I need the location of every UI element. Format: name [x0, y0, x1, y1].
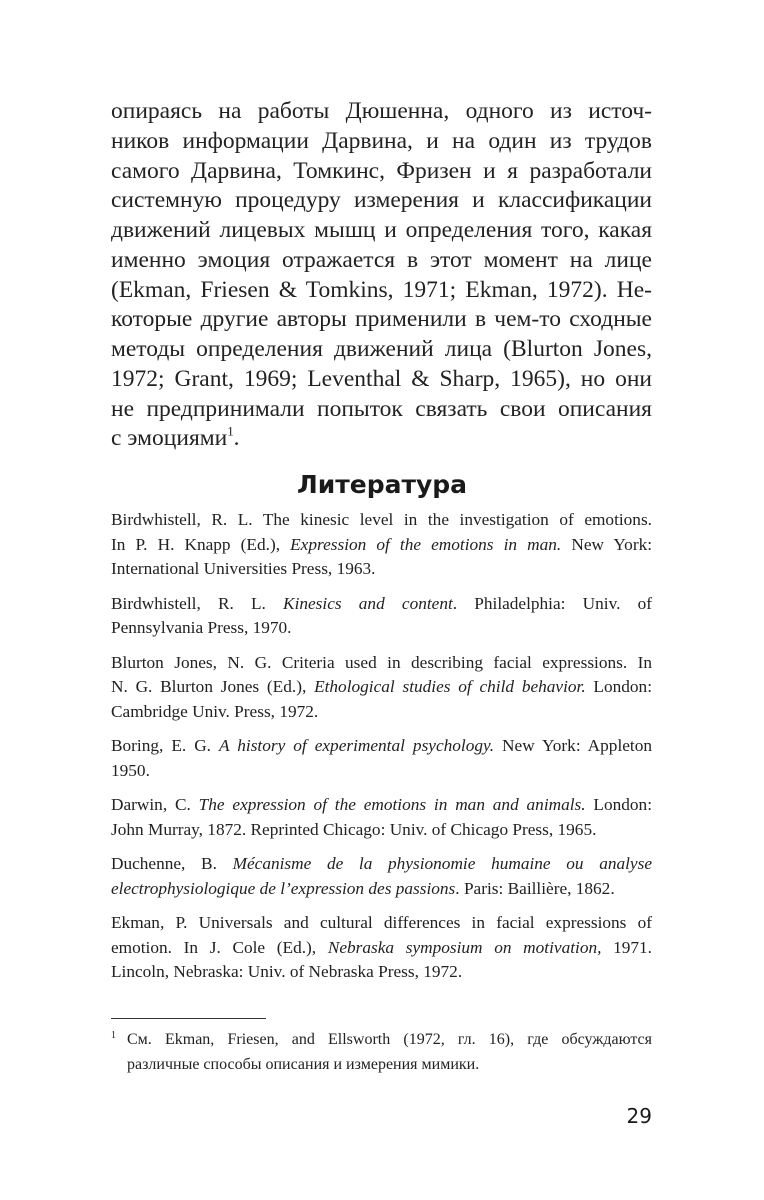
reference-line — [111, 700, 652, 725]
italic-title: Nebraska symposium on motivation, — [327, 937, 602, 957]
italic-title: Kinesics and content — [283, 593, 453, 613]
reference-entry — [111, 734, 652, 783]
text-run: Birdwhistell, R. L. The kinesic level in the investigation of emotions. — [111, 510, 652, 529]
reference-line — [111, 818, 652, 843]
text-run: ников информации Дарвина, и на один из трудов — [111, 127, 652, 154]
footnote — [111, 1028, 652, 1077]
reference-entry — [111, 592, 652, 641]
text-run: Lincoln, Nebraska: Univ. of Nebraska Press, 1972. — [111, 962, 463, 981]
text-run: 1972; Grant, 1969; Leventhal & Sharp, 1965), но они — [111, 365, 652, 392]
footnote-line — [111, 1053, 652, 1078]
reference-line — [111, 793, 652, 818]
reference-line — [111, 936, 652, 961]
text-run: Birdwhistell, R. L. — [111, 593, 284, 613]
reference-list — [111, 508, 652, 995]
italic-title: A history of experimental psychology. — [219, 736, 495, 755]
body-line — [111, 127, 652, 157]
text-run: London: — [585, 677, 652, 696]
body-line — [111, 157, 652, 187]
text-run: (Ekman, Friesen & Tomkins, 1971; Ekman, 1972). Не- — [111, 276, 652, 303]
reference-line — [111, 852, 652, 877]
footnote-mark: 1 — [111, 1030, 116, 1041]
body-line — [111, 216, 652, 246]
reference-line — [111, 616, 652, 641]
text-run: N. G. Blurton Jones (Ed.), — [111, 677, 315, 696]
reference-entry — [111, 508, 652, 582]
body-line — [111, 395, 652, 425]
text-run: emotion. In J. Cole (Ed.), — [111, 937, 328, 957]
text-run: Ekman, P. Universals and cultural differences in facial expressions of — [111, 913, 652, 932]
reference-line — [111, 911, 652, 936]
reference-line — [111, 592, 652, 617]
text-run: системную процедуру измерения и классификации — [111, 187, 652, 214]
text-run: London: — [585, 795, 652, 814]
text-run: См. Ekman, Friesen, and Ellsworth (1972, гл. 16), где обсуждаются — [127, 1031, 652, 1048]
text-run: New York: — [561, 534, 653, 554]
text-run: . Philadelphia: Univ. of — [452, 593, 652, 613]
body-paragraph — [111, 97, 652, 454]
text-run: самого Дарвина, Томкинс, Фризен и я разработали — [111, 157, 652, 184]
italic-title: Expression of the emotions in man. — [290, 534, 562, 554]
text-run: Boring, E. G. — [111, 736, 220, 755]
italic-title: electrophysiologique de l’expression des passions — [111, 878, 456, 898]
reference-line — [111, 877, 652, 902]
body-line — [111, 305, 652, 335]
reference-line — [111, 734, 652, 759]
reference-line — [111, 759, 652, 784]
page-number: 29 — [626, 1104, 652, 1128]
italic-title: The expression of the emotions in man and animals. — [198, 795, 586, 814]
footnote-line — [111, 1028, 652, 1053]
reference-line — [111, 533, 652, 558]
reference-line — [111, 651, 652, 676]
reference-entry — [111, 651, 652, 725]
reference-line — [111, 557, 652, 582]
reference-entry — [111, 852, 652, 901]
text-run: различные способы описания и измерения мимики. — [127, 1055, 480, 1073]
footnote-ref: 1 — [227, 423, 234, 439]
body-line — [111, 97, 652, 127]
italic-title: Mécanisme de la physionomie humaine ou analyse — [232, 854, 652, 873]
text-run: с эмоциями — [111, 425, 228, 452]
body-line — [111, 186, 652, 216]
body-line — [111, 335, 652, 365]
text-run: опираясь на работы Дюшенна, одного из источ- — [111, 98, 652, 124]
text-run: International Universities Press, 1963. — [111, 559, 376, 578]
reference-line — [111, 508, 652, 533]
italic-title: Ethological studies of child behavior. — [314, 677, 586, 696]
reference-entry — [111, 911, 652, 985]
text-run: New York: Appleton — [494, 736, 652, 755]
text-run: John Murray, 1872. Reprinted Chicago: Univ. of Chicago Press, 1965. — [111, 819, 597, 839]
text-run: движений лицевых мышц и определения того, какая — [111, 217, 652, 243]
text-run: 1950. — [111, 760, 150, 780]
body-line — [111, 276, 652, 306]
text-run: 1971. — [601, 937, 653, 957]
text-run: которые другие авторы применили в чем-то сходные — [111, 306, 652, 333]
reference-line — [111, 675, 652, 700]
text-run: . — [233, 425, 240, 452]
body-line — [111, 365, 652, 395]
text-run: не предпринимали попыток связать свои описания — [111, 395, 652, 422]
text-run: . Paris: Baillière, 1862. — [455, 878, 615, 898]
section-heading: Литература — [296, 470, 468, 499]
footnote-divider — [111, 1018, 266, 1019]
reference-line — [111, 960, 652, 985]
text-run: In P. H. Knapp (Ed.), — [111, 534, 291, 554]
body-line — [111, 246, 652, 276]
text-run: Cambridge Univ. Press, 1972. — [111, 701, 319, 721]
text-run: Blurton Jones, N. G. Criteria used in describing facial expressions. In — [111, 652, 652, 672]
text-run: Duchenne, B. — [111, 854, 233, 873]
reference-entry — [111, 793, 652, 842]
text-run: методы определения движений лица (Blurton Jones, — [111, 336, 652, 362]
text-run: Darwin, C. — [111, 795, 199, 814]
text-run: именно эмоция отражается в этот момент на лице — [111, 246, 652, 273]
body-line — [111, 424, 652, 454]
text-run: Pennsylvania Press, 1970. — [111, 618, 292, 637]
